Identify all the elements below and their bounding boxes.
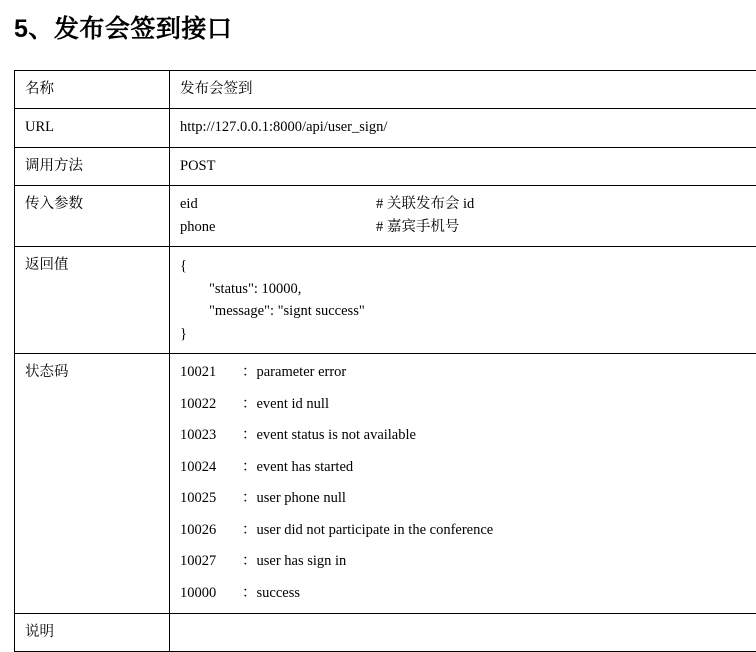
- row-value-name: 发布会签到: [170, 71, 756, 109]
- status-code-item: [180, 361, 756, 383]
- document-page: [0, 14, 756, 603]
- table-row: [15, 147, 756, 185]
- status-code-separator: ：: [242, 585, 257, 601]
- status-code-number: 10021: [180, 361, 242, 383]
- table-row: [15, 613, 756, 651]
- param-item: [180, 193, 756, 215]
- table-row: [15, 109, 756, 147]
- param-name: phone: [180, 216, 376, 238]
- row-value-url: http://127.0.0.1:8000/api/user_sign/: [170, 109, 756, 147]
- status-code-separator: ：: [242, 553, 257, 569]
- status-code-number: 10025: [180, 487, 242, 509]
- row-label-name: 名称: [15, 71, 170, 109]
- param-item: [180, 216, 756, 238]
- status-code-item: [180, 550, 756, 572]
- status-code-text: parameter error: [257, 364, 347, 380]
- status-code-number: 10023: [180, 424, 242, 446]
- response-line: {: [180, 255, 756, 277]
- status-code-text: event has started: [257, 459, 354, 475]
- status-code-item: [180, 519, 756, 541]
- page-title: 5、发布会签到接口: [14, 14, 756, 44]
- response-line: "message": "signt success": [180, 300, 756, 322]
- status-code-separator: ：: [242, 459, 257, 475]
- status-code-item: [180, 424, 756, 446]
- row-value-params: [170, 186, 756, 247]
- row-label-params: 传入参数: [15, 186, 170, 247]
- status-code-separator: ：: [242, 427, 257, 443]
- status-code-text: event status is not available: [257, 427, 416, 443]
- status-code-text: user phone null: [257, 490, 346, 506]
- api-spec-table: [14, 70, 756, 652]
- status-code-number: 10022: [180, 393, 242, 415]
- row-value-status-codes: [170, 354, 756, 614]
- param-comment: # 关联发布会 id: [376, 193, 756, 215]
- response-line: "status": 10000,: [180, 278, 756, 300]
- row-value-response: [170, 247, 756, 354]
- status-code-text: event id null: [257, 396, 330, 412]
- table-row: [15, 71, 756, 109]
- status-code-item: [180, 487, 756, 509]
- status-code-item: [180, 393, 756, 415]
- status-code-number: 10000: [180, 582, 242, 604]
- response-line: }: [180, 323, 756, 345]
- status-code-separator: ：: [242, 522, 257, 538]
- table-row: [15, 186, 756, 247]
- status-code-number: 10024: [180, 456, 242, 478]
- status-code-text: success: [257, 585, 301, 601]
- row-label-note: 说明: [15, 613, 170, 651]
- row-label-status-codes: 状态码: [15, 354, 170, 614]
- row-label-url: URL: [15, 109, 170, 147]
- row-label-response: 返回值: [15, 247, 170, 354]
- status-code-separator: ：: [242, 364, 257, 380]
- status-code-separator: ：: [242, 490, 257, 506]
- table-row: [15, 354, 756, 614]
- row-label-method: 调用方法: [15, 147, 170, 185]
- status-code-text: user did not participate in the conference: [257, 522, 494, 538]
- param-comment: # 嘉宾手机号: [376, 216, 756, 238]
- table-row: [15, 247, 756, 354]
- status-code-text: user has sign in: [257, 553, 347, 569]
- status-code-number: 10027: [180, 550, 242, 572]
- status-code-item: [180, 582, 756, 604]
- status-code-separator: ：: [242, 396, 257, 412]
- param-name: eid: [180, 193, 376, 215]
- status-code-item: [180, 456, 756, 478]
- row-value-note: [170, 613, 756, 651]
- status-code-number: 10026: [180, 519, 242, 541]
- row-value-method: POST: [170, 147, 756, 185]
